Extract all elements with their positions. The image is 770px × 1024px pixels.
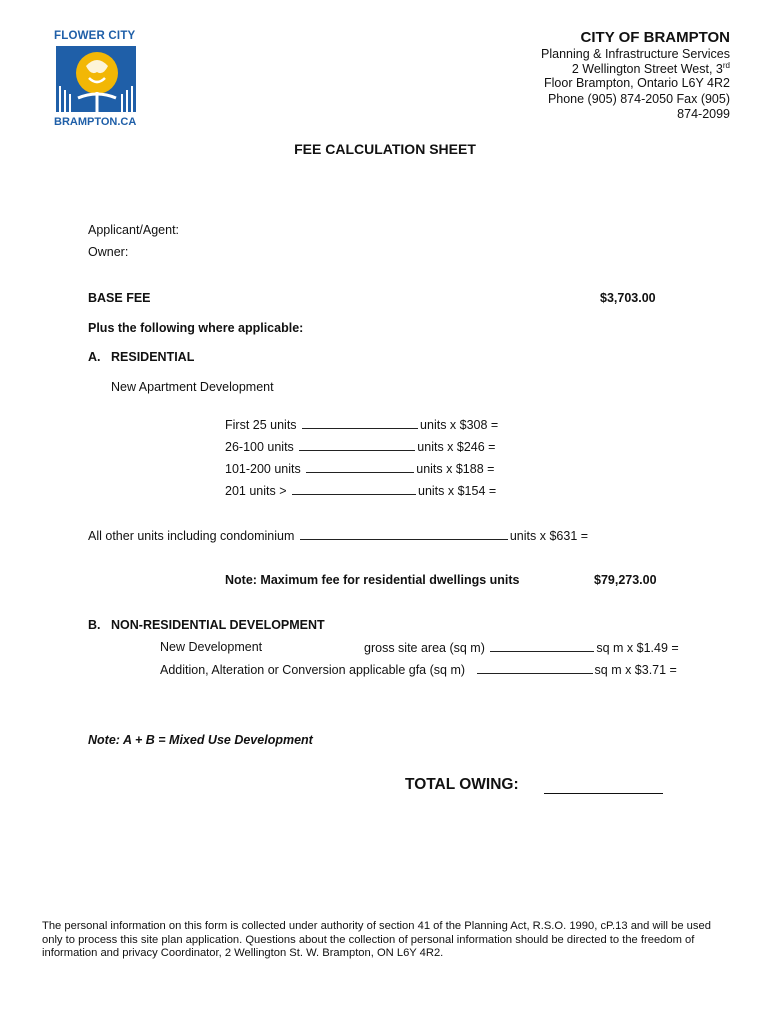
unit-row-label: 26-100 units <box>225 440 294 454</box>
alteration-label: Addition, Alteration or Conversion applicable gfa (sq m) <box>160 663 466 677</box>
mixed-use-note: Note: A + B = Mixed Use Development <box>88 733 313 747</box>
unit-row-rate: units x $154 = <box>418 484 497 498</box>
unit-row-rate: units x $246 = <box>417 440 496 454</box>
phone-fax-line: Phone (905) 874-2050 Fax (905) <box>547 92 730 106</box>
unit-count-blank[interactable] <box>292 483 416 495</box>
condo-row <box>88 528 588 543</box>
address-line-1 <box>572 61 730 76</box>
new-dev-rate: sq m x $1.49 = <box>596 641 679 655</box>
address-line-2: Floor Brampton, Ontario L6Y 4R2 <box>544 76 730 90</box>
gfa-blank[interactable] <box>477 662 593 674</box>
gross-area-blank[interactable] <box>490 640 594 652</box>
plus-following-text: Plus the following where applicable: <box>88 321 304 335</box>
unit-row-3 <box>225 461 494 476</box>
address-superscript: rd <box>722 61 730 70</box>
gross-area-label: gross site area (sq m) <box>364 641 485 655</box>
unit-row-label: 101-200 units <box>225 462 301 476</box>
unit-count-blank[interactable] <box>299 439 415 451</box>
unit-row-4 <box>225 483 496 498</box>
owner-label: Owner: <box>88 245 129 259</box>
page-title: FEE CALCULATION SHEET <box>294 141 476 157</box>
unit-row-1 <box>225 417 498 432</box>
condo-rate: units x $631 = <box>509 529 589 543</box>
unit-row-label: First 25 units <box>225 418 297 432</box>
unit-row-2 <box>225 439 495 454</box>
applicant-label: Applicant/Agent: <box>88 223 180 237</box>
max-fee-note: Note: Maximum fee for residential dwellings units <box>225 573 520 587</box>
total-owing-label: TOTAL OWING: <box>405 776 519 793</box>
unit-count-blank[interactable] <box>306 461 414 473</box>
department-name: Planning & Infrastructure Services <box>541 47 730 61</box>
new-development-label: New Development <box>160 640 263 654</box>
alteration-row <box>160 662 677 677</box>
unit-row-label: 201 units > <box>225 484 287 498</box>
unit-count-blank[interactable] <box>302 417 418 429</box>
base-fee-label: BASE FEE <box>88 291 151 305</box>
section-b-heading: NON-RESIDENTIAL DEVELOPMENT <box>111 618 325 632</box>
brampton-logo <box>54 30 140 130</box>
total-owing-blank[interactable] <box>544 793 663 794</box>
condo-label: All other units including condominium <box>88 529 295 543</box>
unit-row-rate: units x $308 = <box>420 418 499 432</box>
address-line-1-text: 2 Wellington Street West, 3 <box>571 62 723 77</box>
section-b-letter: B. <box>88 618 101 632</box>
unit-row-rate: units x $188 = <box>416 462 495 476</box>
section-a-subheading: New Apartment Development <box>111 380 274 394</box>
new-development-row <box>364 640 679 655</box>
section-a-letter: A. <box>88 350 101 364</box>
section-a-heading: RESIDENTIAL <box>111 350 195 364</box>
base-fee-amount: $3,703.00 <box>600 291 656 305</box>
condo-units-blank[interactable] <box>300 528 508 540</box>
alteration-rate: sq m x $3.71 = <box>594 663 677 677</box>
privacy-notice: The personal information on this form is collected under authority of section 41 of the Planning Act, R.S.O. 1990, cP.13 and will be used only to process this site plan application. Questions about the collection of personal information should be directed to the freedom of information and privacy Coordinator, 2 Wellington St. W. Brampton, ON L6Y 4R2. <box>42 920 711 959</box>
max-fee-amount: $79,273.00 <box>594 573 657 587</box>
logo-top-text: FLOWER CITY <box>54 30 136 42</box>
logo-bottom-text: BRAMPTON.CA <box>54 116 137 128</box>
fax-line-end: 874-2099 <box>677 107 730 121</box>
flower-logo-icon <box>56 46 136 112</box>
city-name: CITY OF BRAMPTON <box>580 29 730 46</box>
